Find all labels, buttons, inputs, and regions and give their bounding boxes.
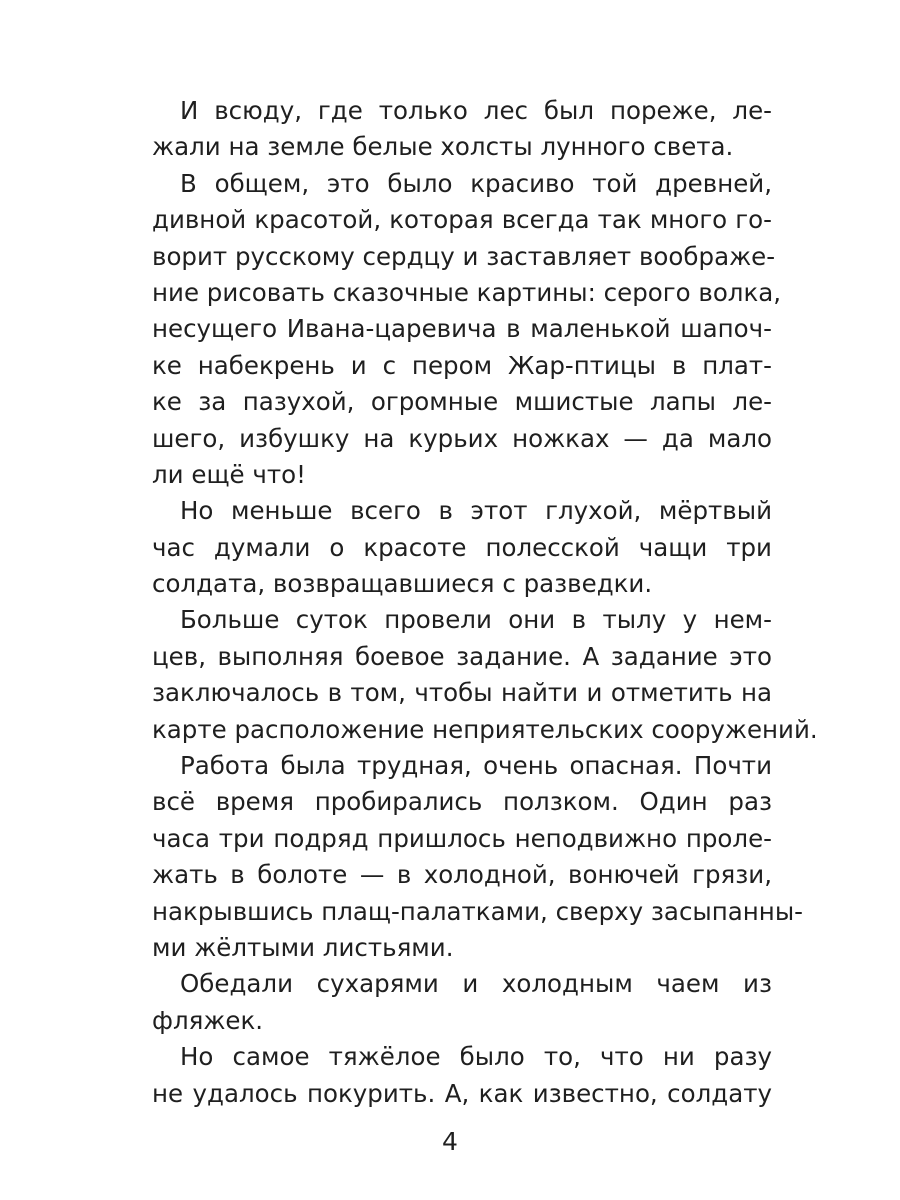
text-line: ворит русскому сердцу и заставляет воображе- (152, 241, 776, 271)
text-line: ли ещё что! (152, 459, 306, 489)
paragraph (152, 748, 804, 966)
paragraph (152, 602, 818, 748)
paragraph (152, 966, 772, 1039)
page-number: 4 (442, 1127, 458, 1156)
paragraph (152, 493, 772, 602)
paragraph (152, 166, 782, 494)
text-line: накрывшись плащ-палатками, сверху засыпанны- (152, 896, 804, 926)
text-line: ние рисовать сказочные картины: серого волка, (152, 277, 782, 307)
text-line: всё время пробирались ползком. Один раз (152, 787, 772, 817)
text-line: Обедали сухарями и холодным чаем из (180, 969, 772, 999)
text-line: В общем, это было красиво той древней, (180, 168, 772, 198)
text-line: жали на земле белые холсты лунного света. (152, 132, 734, 162)
text-line: цев, выполняя боевое задание. А задание это (152, 641, 772, 671)
text-line: шего, избушку на курьих ножках — да мало (152, 423, 772, 453)
text-line: часа три подряд пришлось неподвижно проле- (152, 823, 772, 853)
page-text (152, 93, 818, 1112)
text-line: Работа была трудная, очень опасная. Почти (180, 751, 772, 781)
text-line: Но меньше всего в этот глухой, мёртвый (180, 496, 772, 526)
text-line: не удалось покурить. А, как известно, солдату (152, 1078, 772, 1108)
text-line: И всюду, где только лес был пореже, ле- (180, 96, 772, 125)
text-line: ке за пазухой, огромные мшистые лапы ле- (152, 387, 772, 417)
text-line: жать в болоте — в холодной, вонючей грязи, (152, 860, 772, 890)
text-line: заключалось в том, чтобы найти и отметить на (152, 678, 772, 708)
text-line: фляжек. (152, 1005, 264, 1035)
text-line: час думали о красоте полесской чащи три (152, 532, 772, 562)
paragraph (152, 1039, 772, 1112)
text-line: Но самое тяжёлое было то, что ни разу (180, 1042, 772, 1072)
paragraph (152, 93, 772, 166)
text-line: дивной красотой, которая всегда так много го- (152, 205, 772, 235)
text-line: солдата, возвращавшиеся с разведки. (152, 569, 653, 599)
text-line: ми жёлтыми листьями. (152, 932, 454, 962)
text-line: несущего Ивана-царевича в маленькой шапоч- (152, 314, 772, 344)
text-line: Больше суток провели они в тылу у нем- (180, 605, 772, 635)
text-line: ке набекрень и с пером Жар-птицы в плат- (152, 350, 772, 380)
text-line: карте расположение неприятельских сооружений. (152, 714, 818, 744)
